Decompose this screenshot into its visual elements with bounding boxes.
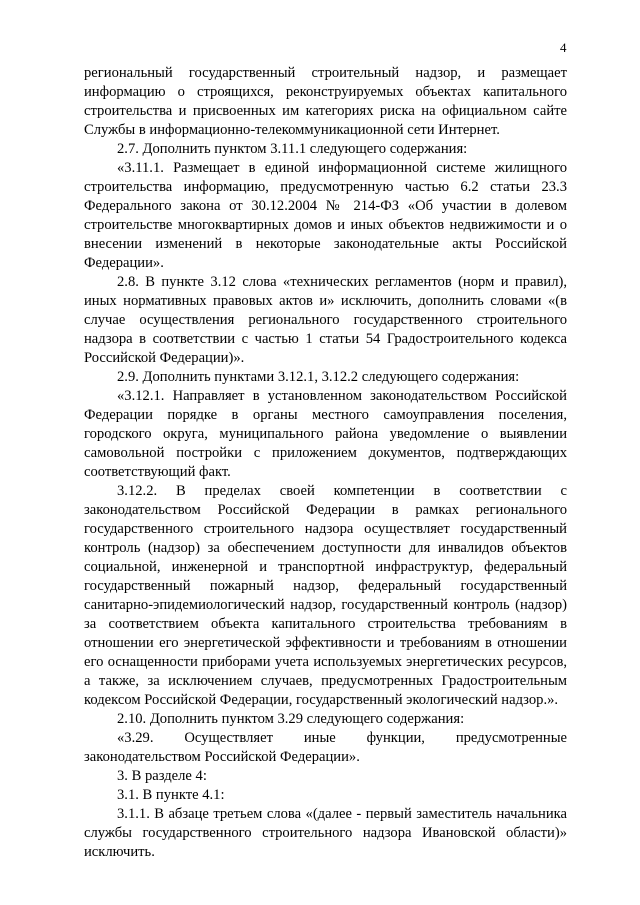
page-number: 4 [560,40,567,55]
paragraph: «3.12.1. Направляет в установленном законодательством Российской Федерации порядке в органы местного самоуправления поселения, городского округа, муниципального района уведомление о выявлении самовольной постройки с приложением документов, подтверждающих соответствующий факт. [84,388,567,480]
paragraph: 3.1. В пункте 4.1: [117,787,225,803]
paragraph: 2.8. В пункте 3.12 слова «технических регламентов (норм и правил), иных нормативных правовых актов и» исключить, дополнить словами «(в случае осуществления регионального государственного строительного надзора в соответствии с частью 1 статьи 54 Градостроительного кодекса Российской Федерации)». [84,274,567,366]
paragraph: 3.1.1. В абзаце третьем слова «(далее - первый заместитель начальника службы государственного строительного надзора Ивановской области)» исключить. [84,806,567,860]
paragraph: 2.7. Дополнить пунктом 3.11.1 следующего содержания: [117,141,468,157]
paragraph: 3. В разделе 4: [117,768,207,784]
document-body [84,64,567,862]
paragraph: 2.10. Дополнить пунктом 3.29 следующего содержания: [117,711,465,727]
paragraph: региональный государственный строительный надзор, и размещает информацию о строящихся, реконструируемых объектах капитального строительства и присвоенных им категориях риска на официальном сайте Службы в информационно-телекоммуникационной сети Интернет. [84,65,567,138]
paragraph: «3.29. Осуществляет иные функции, предусмотренные законодательством Российской Федерации». [84,730,567,765]
paragraph: 2.9. Дополнить пунктами 3.12.1, 3.12.2 следующего содержания: [117,369,520,385]
paragraph: «3.11.1. Размещает в единой информационной системе жилищного строительства информацию, предусмотренную частью 6.2 статьи 23.3 Федерального закона от 30.12.2004 № 214-ФЗ «Об участии в долевом строительстве многоквартирных домов и иных объектов недвижимости и о внесении изменений в некоторые законодательные акты Российской Федерации». [84,160,567,271]
paragraph: 3.12.2. В пределах своей компетенции в соответствии с законодательством Российской Федерации в рамках регионального государственного строительного надзора осуществляет государственный контроль (надзор) за обеспечением доступности для инвалидов объектов социальной, инженерной и транспортной инфраструктур, федеральный государственный пожарный надзор, федеральный государственный санитарно-эпидемиологический надзор, государственный контроль (надзор) за соответствием объекта капитального строительства требованиям в отношении его энергетической эффективности и требованиям в отношении его оснащенности приборами учета используемых энергетических ресурсов, а также, за исключением случаев, предусмотренных Градостроительным кодексом Российской Федерации, государственный экологический надзор.». [84,483,567,708]
